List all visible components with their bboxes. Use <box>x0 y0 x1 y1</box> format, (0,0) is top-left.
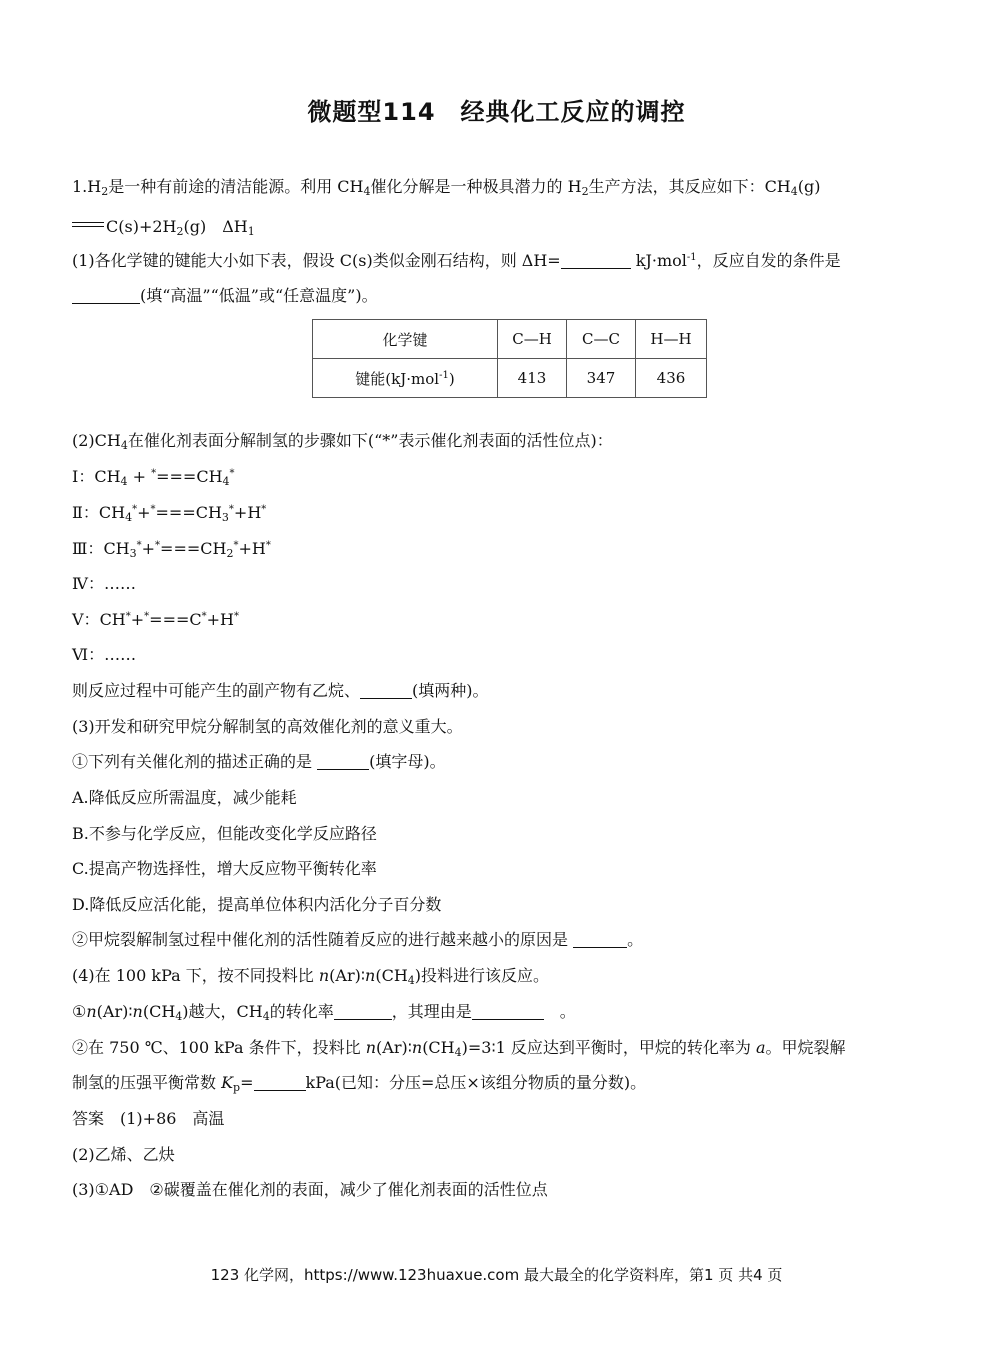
part3-text: (3)开发和研究甲烷分解制氢的高效催化剂的意义重大。 <box>72 717 463 736</box>
answer-1: 答案 (1)+86 高温 <box>72 1109 225 1128</box>
answer-3: (3)①AD ②碳覆盖在催化剂的表面，减少了催化剂表面的活性位点 <box>72 1180 548 1199</box>
table-row-label: 键能(kJ·mol$^{-1}$) <box>313 359 498 398</box>
page-title: 微题型114 经典化工反应的调控 <box>307 98 686 126</box>
part4-sub1: $①n(Ar)∶n(CH_4)$越大，$CH_4$的转化率 ，其理由是 。 <box>72 1002 576 1023</box>
option-d: D.降低反应活化能，提高单位体积内活化分子百分数 <box>72 895 442 914</box>
part1-text: (1)各化学键的键能大小如下表，假设 C(s)类似金刚石结构，则 ΔH= kJ·mol$^{-1}$，反应自发的条件是 <box>72 251 841 270</box>
step-5: Ⅴ：CH*+*===C*+H* <box>72 610 239 629</box>
part4-text: (4)在 100 kPa 下，按不同投料比 $n(Ar)∶n(CH_4)$投料进行该反应。 <box>72 966 550 987</box>
table-header-cell: H—H <box>636 320 707 359</box>
answer-blank <box>72 287 140 304</box>
option-c: C.提高产物选择性，增大反应物平衡转化率 <box>72 859 377 878</box>
bond-energy-table <box>312 319 707 398</box>
table-header-cell: C—H <box>498 320 567 359</box>
step-4: Ⅳ：…… <box>72 574 136 593</box>
answer-blank <box>317 753 369 770</box>
table-cell: 436 <box>636 359 707 398</box>
part1-text-cont: (填“高温”“低温”或“任意温度”)。 <box>72 285 932 307</box>
byproduct-text: 则反应过程中可能产生的副产物有乙烷、 (填两种)。 <box>72 681 489 700</box>
part3-sub2: ②甲烷裂解制氢过程中催化剂的活性随着反应的进行越来越小的原因是 。 <box>72 930 644 949</box>
answer-blank <box>360 682 412 699</box>
table-header-cell: C—C <box>567 320 636 359</box>
table-header-cell: 化学键 <box>313 320 498 359</box>
step-1: Ⅰ：$CH_4 + ^*===CH_4^*$ <box>72 467 235 488</box>
equilibrium-arrow-icon <box>72 219 106 231</box>
answer-blank <box>254 1074 306 1091</box>
step-3: Ⅲ：$CH_3^*+^*===CH_2^*+H^*$ <box>72 539 271 560</box>
option-a: A.降低反应所需温度，减少能耗 <box>72 788 297 807</box>
answer-blank <box>472 1003 544 1020</box>
answer-blank <box>573 931 627 948</box>
step-6: Ⅵ：…… <box>72 645 137 664</box>
answer-2: (2)乙烯、乙炔 <box>72 1145 175 1164</box>
part4-sub2-cont: 制氢的压强平衡常数 $K_p= kPa$(已知：分压=总压×该组分物质的量分数)。 <box>72 1073 647 1094</box>
table-cell: 413 <box>498 359 567 398</box>
part3-sub1: ①下列有关催化剂的描述正确的是 (填字母)。 <box>72 752 446 771</box>
question-intro: $1.H_2$是一种有前途的清洁能源。利用 $CH_4$催化分解是一种极具潜力的 $H_2$生产方法，其反应如下：$CH_4(g)$ <box>72 177 821 198</box>
part2-text: $(2)CH_4$在催化剂表面分解制氢的步骤如下(“*”表示催化剂表面的活性位点)： <box>72 431 613 452</box>
part4-sub2: ②在 750 ℃、100 kPa 条件下，投料比 $n(Ar)∶n(CH_4)=3∶1$ 反应达到平衡时，甲烷的转化率为 a。甲烷裂解 <box>72 1038 846 1059</box>
table-cell: 347 <box>567 359 636 398</box>
page-footer: 123 化学网，https://www.123huaxue.com 最大最全的化学资料库，第1 页 共4 页 <box>210 1266 783 1284</box>
reaction-equation: $C(s)+2H_2(g)$ $\Delta H_1$ <box>72 216 932 238</box>
answer-blank <box>561 252 631 269</box>
table-row <box>313 320 707 359</box>
answer-blank <box>334 1003 392 1020</box>
step-2: Ⅱ：$CH_4^*+^*===CH_3^*+H^*$ <box>72 503 267 524</box>
table-row <box>313 359 707 398</box>
option-b: B.不参与化学反应，但能改变化学反应路径 <box>72 824 377 843</box>
